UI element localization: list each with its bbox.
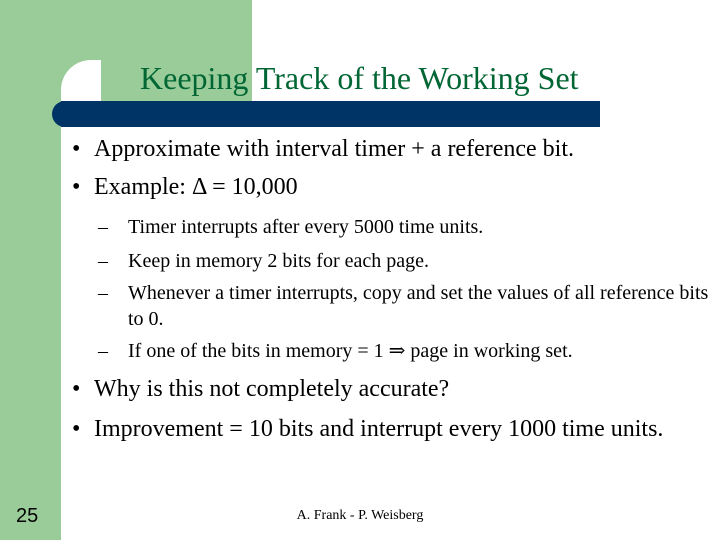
bullet-mark: •	[72, 174, 81, 200]
bullet-text: Approximate with interval timer + a reference bit.	[94, 136, 575, 162]
sub-bullet-text: Whenever a timer interrupts, copy and set the values of all reference bits to 0.	[128, 282, 709, 330]
bullet-item	[72, 172, 712, 202]
bullet-item	[72, 374, 712, 404]
bullet-mark: •	[72, 416, 81, 442]
sub-bullet-item	[98, 280, 712, 332]
bullet-text: Improvement = 10 bits and interrupt every 1000 time units.	[94, 416, 664, 442]
dash-mark: –	[98, 216, 108, 238]
dash-mark: –	[98, 250, 108, 272]
sub-bullet-text: If one of the bits in memory = 1 ⇒ page in working set.	[128, 340, 573, 362]
title-underline-bar	[61, 101, 600, 127]
bullet-mark: •	[72, 376, 81, 402]
sub-bullet-item	[98, 338, 712, 364]
dash-mark: –	[98, 282, 108, 304]
dash-mark: –	[98, 340, 108, 362]
sub-bullet-item	[98, 248, 712, 274]
bullet-item	[72, 414, 712, 444]
slide-number: 25	[16, 505, 39, 527]
bullet-mark: •	[72, 136, 81, 162]
slide-content	[72, 134, 712, 444]
footer-author: A. Frank - P. Weisberg	[296, 508, 424, 523]
green-left-stripe	[0, 0, 61, 540]
sub-bullet-text: Timer interrupts after every 5000 time units.	[128, 216, 484, 238]
sub-bullet-item	[98, 214, 712, 240]
bullet-text: Why is this not completely accurate?	[94, 376, 450, 402]
bullet-text: Example: Δ = 10,000	[94, 174, 298, 200]
sub-bullet-text: Keep in memory 2 bits for each page.	[128, 250, 430, 272]
bullet-item	[72, 134, 712, 164]
slide-title: Keeping Track of the Working Set	[140, 60, 579, 96]
